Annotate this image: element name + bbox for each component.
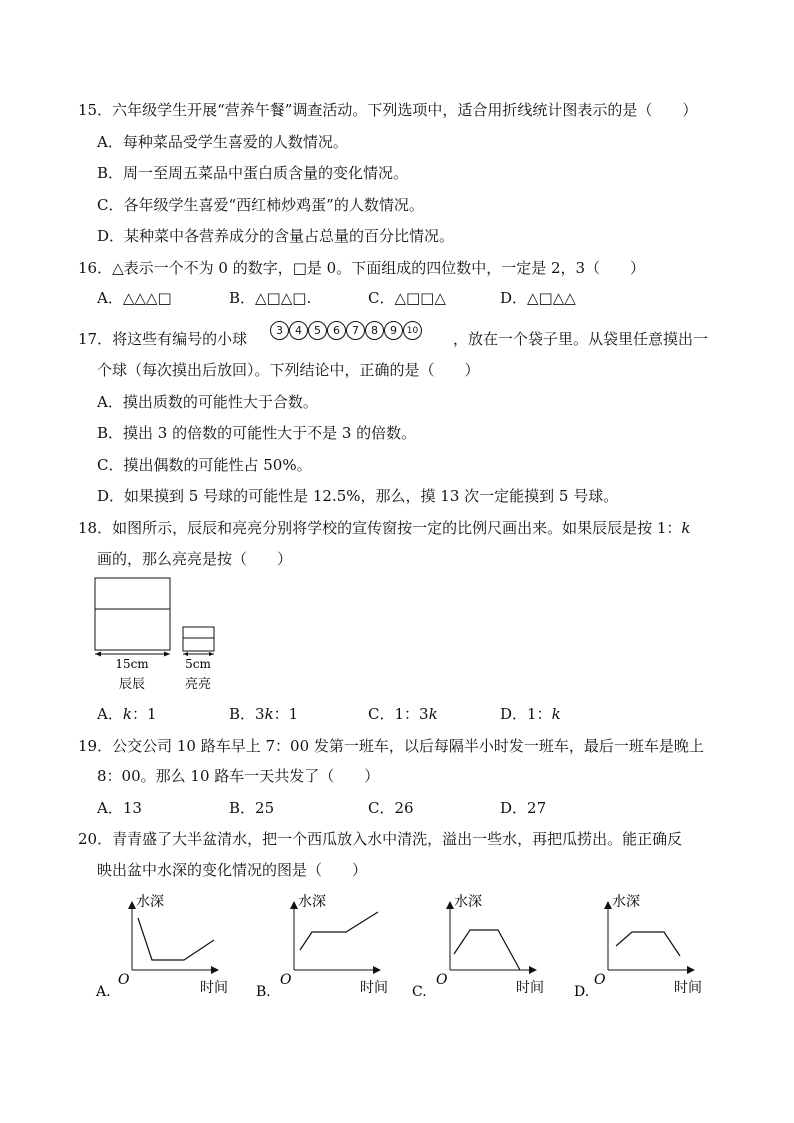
- q19-option-d: D．27: [500, 799, 547, 817]
- q18-option-a: A．k：1: [97, 705, 157, 723]
- svg-text:水深: 水深: [136, 894, 164, 910]
- q20-stem-b: 映出盆中水深的变化情况的图是（ ）: [97, 861, 368, 879]
- ball-9: 9: [384, 321, 403, 340]
- scale-drawing-figure: [88, 572, 228, 697]
- q16-option-d: D．△□△△: [500, 289, 576, 307]
- numbered-balls: [270, 321, 422, 343]
- q15-option-a: A．每种菜品受学生喜爱的人数情况。: [97, 133, 348, 151]
- q16-option-a: A．△△△□: [97, 289, 172, 307]
- graph-c: [412, 893, 544, 1000]
- ball-5: 5: [308, 321, 327, 340]
- graph-a-curve: [138, 918, 214, 960]
- svg-text:O: O: [594, 972, 606, 988]
- ball-4: 4: [289, 321, 308, 340]
- q18-stem-b: 画的，那么亮亮是按（ ）: [97, 550, 293, 568]
- q17-stem-b: ，放在一个袋子里。从袋里任意摸出一: [453, 330, 709, 348]
- q17-option-c: C．摸出偶数的可能性占 50%。: [97, 456, 312, 474]
- q17-option-b: B．摸出 3 的倍数的可能性大于不是 3 的倍数。: [97, 424, 417, 442]
- q18-option-c: C．1：3k: [368, 705, 438, 723]
- q15-stem: 15．六年级学生开展“营养午餐”调查活动。下列选项中，适合用折线统计图表示的是（ ）: [78, 101, 698, 119]
- svg-text:时间: 时间: [360, 980, 388, 996]
- liangliang-label: 亮亮: [184, 677, 212, 692]
- q18-stem-a: 18．如图所示，辰辰和亮亮分别将学校的宣传窗按一定的比例尺画出来。如果辰辰是按 1：k: [78, 519, 691, 537]
- ball-6: 6: [327, 321, 346, 340]
- q19-option-c: C．26: [368, 799, 414, 817]
- q16-option-c: C．△□□△: [368, 289, 446, 307]
- liangliang-window: [183, 627, 214, 651]
- chenchen-dimension: 15cm: [115, 657, 149, 671]
- q15-option-d: D．某种菜中各营养成分的含量占总量的百分比情况。: [97, 227, 455, 245]
- svg-text:时间: 时间: [200, 980, 228, 996]
- svg-text:时间: 时间: [674, 980, 702, 996]
- svg-text:水深: 水深: [298, 894, 326, 910]
- chenchen-window: [95, 578, 170, 650]
- q17-stem-c: 个球（每次摸出后放回）。下列结论中，正确的是（ ）: [97, 361, 480, 379]
- ball-8: 8: [365, 321, 384, 340]
- graph-b: [256, 893, 388, 1000]
- svg-text:水深: 水深: [612, 894, 640, 910]
- graph-a: [95, 893, 228, 1000]
- svg-text:B.: B.: [256, 984, 271, 1000]
- svg-text:时间: 时间: [516, 980, 544, 996]
- ball-7: 7: [346, 321, 365, 340]
- chenchen-label: 辰辰: [118, 677, 146, 692]
- q16-stem: 16．△表示一个不为 0 的数字，□是 0。下面组成的四位数中，一定是 2，3（ ）: [78, 259, 646, 277]
- q16-option-b: B．△□△□.: [229, 289, 312, 307]
- q19-stem-b: 8：00。那么 10 路车一天共发了（ ）: [97, 767, 380, 785]
- q19-stem-a: 19．公交公司 10 路车早上 7：00 发第一班车，以后每隔半小时发一班车，最后一班车是晚上: [78, 737, 704, 755]
- q15-option-b: B．周一至周五菜品中蛋白质含量的变化情况。: [97, 164, 409, 182]
- graph-d-curve: [616, 932, 680, 956]
- q19-option-b: B．25: [229, 799, 275, 817]
- svg-text:O: O: [280, 972, 292, 988]
- q20-stem-a: 20．青青盛了大半盆清水，把一个西瓜放入水中清洗，溢出一些水，再把瓜捞出。能正确反: [78, 830, 683, 848]
- q17-stem-a: 17．将这些有编号的小球: [78, 330, 248, 348]
- svg-text:O: O: [118, 972, 130, 988]
- q18-option-d: D．1：k: [500, 705, 561, 723]
- graph-d: [574, 893, 702, 1000]
- q15-option-c: C．各年级学生喜爱“西红柿炒鸡蛋”的人数情况。: [97, 196, 424, 214]
- q19-option-a: A．13: [97, 799, 142, 817]
- q17-option-a: A．摸出质数的可能性大于合数。: [97, 393, 318, 411]
- liangliang-dimension: 5cm: [185, 657, 211, 671]
- svg-text:O: O: [436, 972, 448, 988]
- q17-option-d: D．如果摸到 5 号球的可能性是 12.5%，那么，摸 13 次一定能摸到 5 号球。: [97, 487, 619, 505]
- q18-option-b: B．3k：1: [229, 705, 299, 723]
- ball-3: 3: [270, 321, 289, 340]
- graph-c-curve: [454, 930, 520, 970]
- water-depth-graphs: [90, 888, 730, 1003]
- ball-10: 10: [403, 321, 422, 340]
- svg-text:水深: 水深: [454, 894, 482, 910]
- svg-text:D.: D.: [574, 984, 590, 1000]
- svg-text:C.: C.: [412, 984, 427, 1000]
- graph-b-curve: [300, 912, 378, 950]
- svg-text:A.: A.: [96, 984, 111, 1000]
